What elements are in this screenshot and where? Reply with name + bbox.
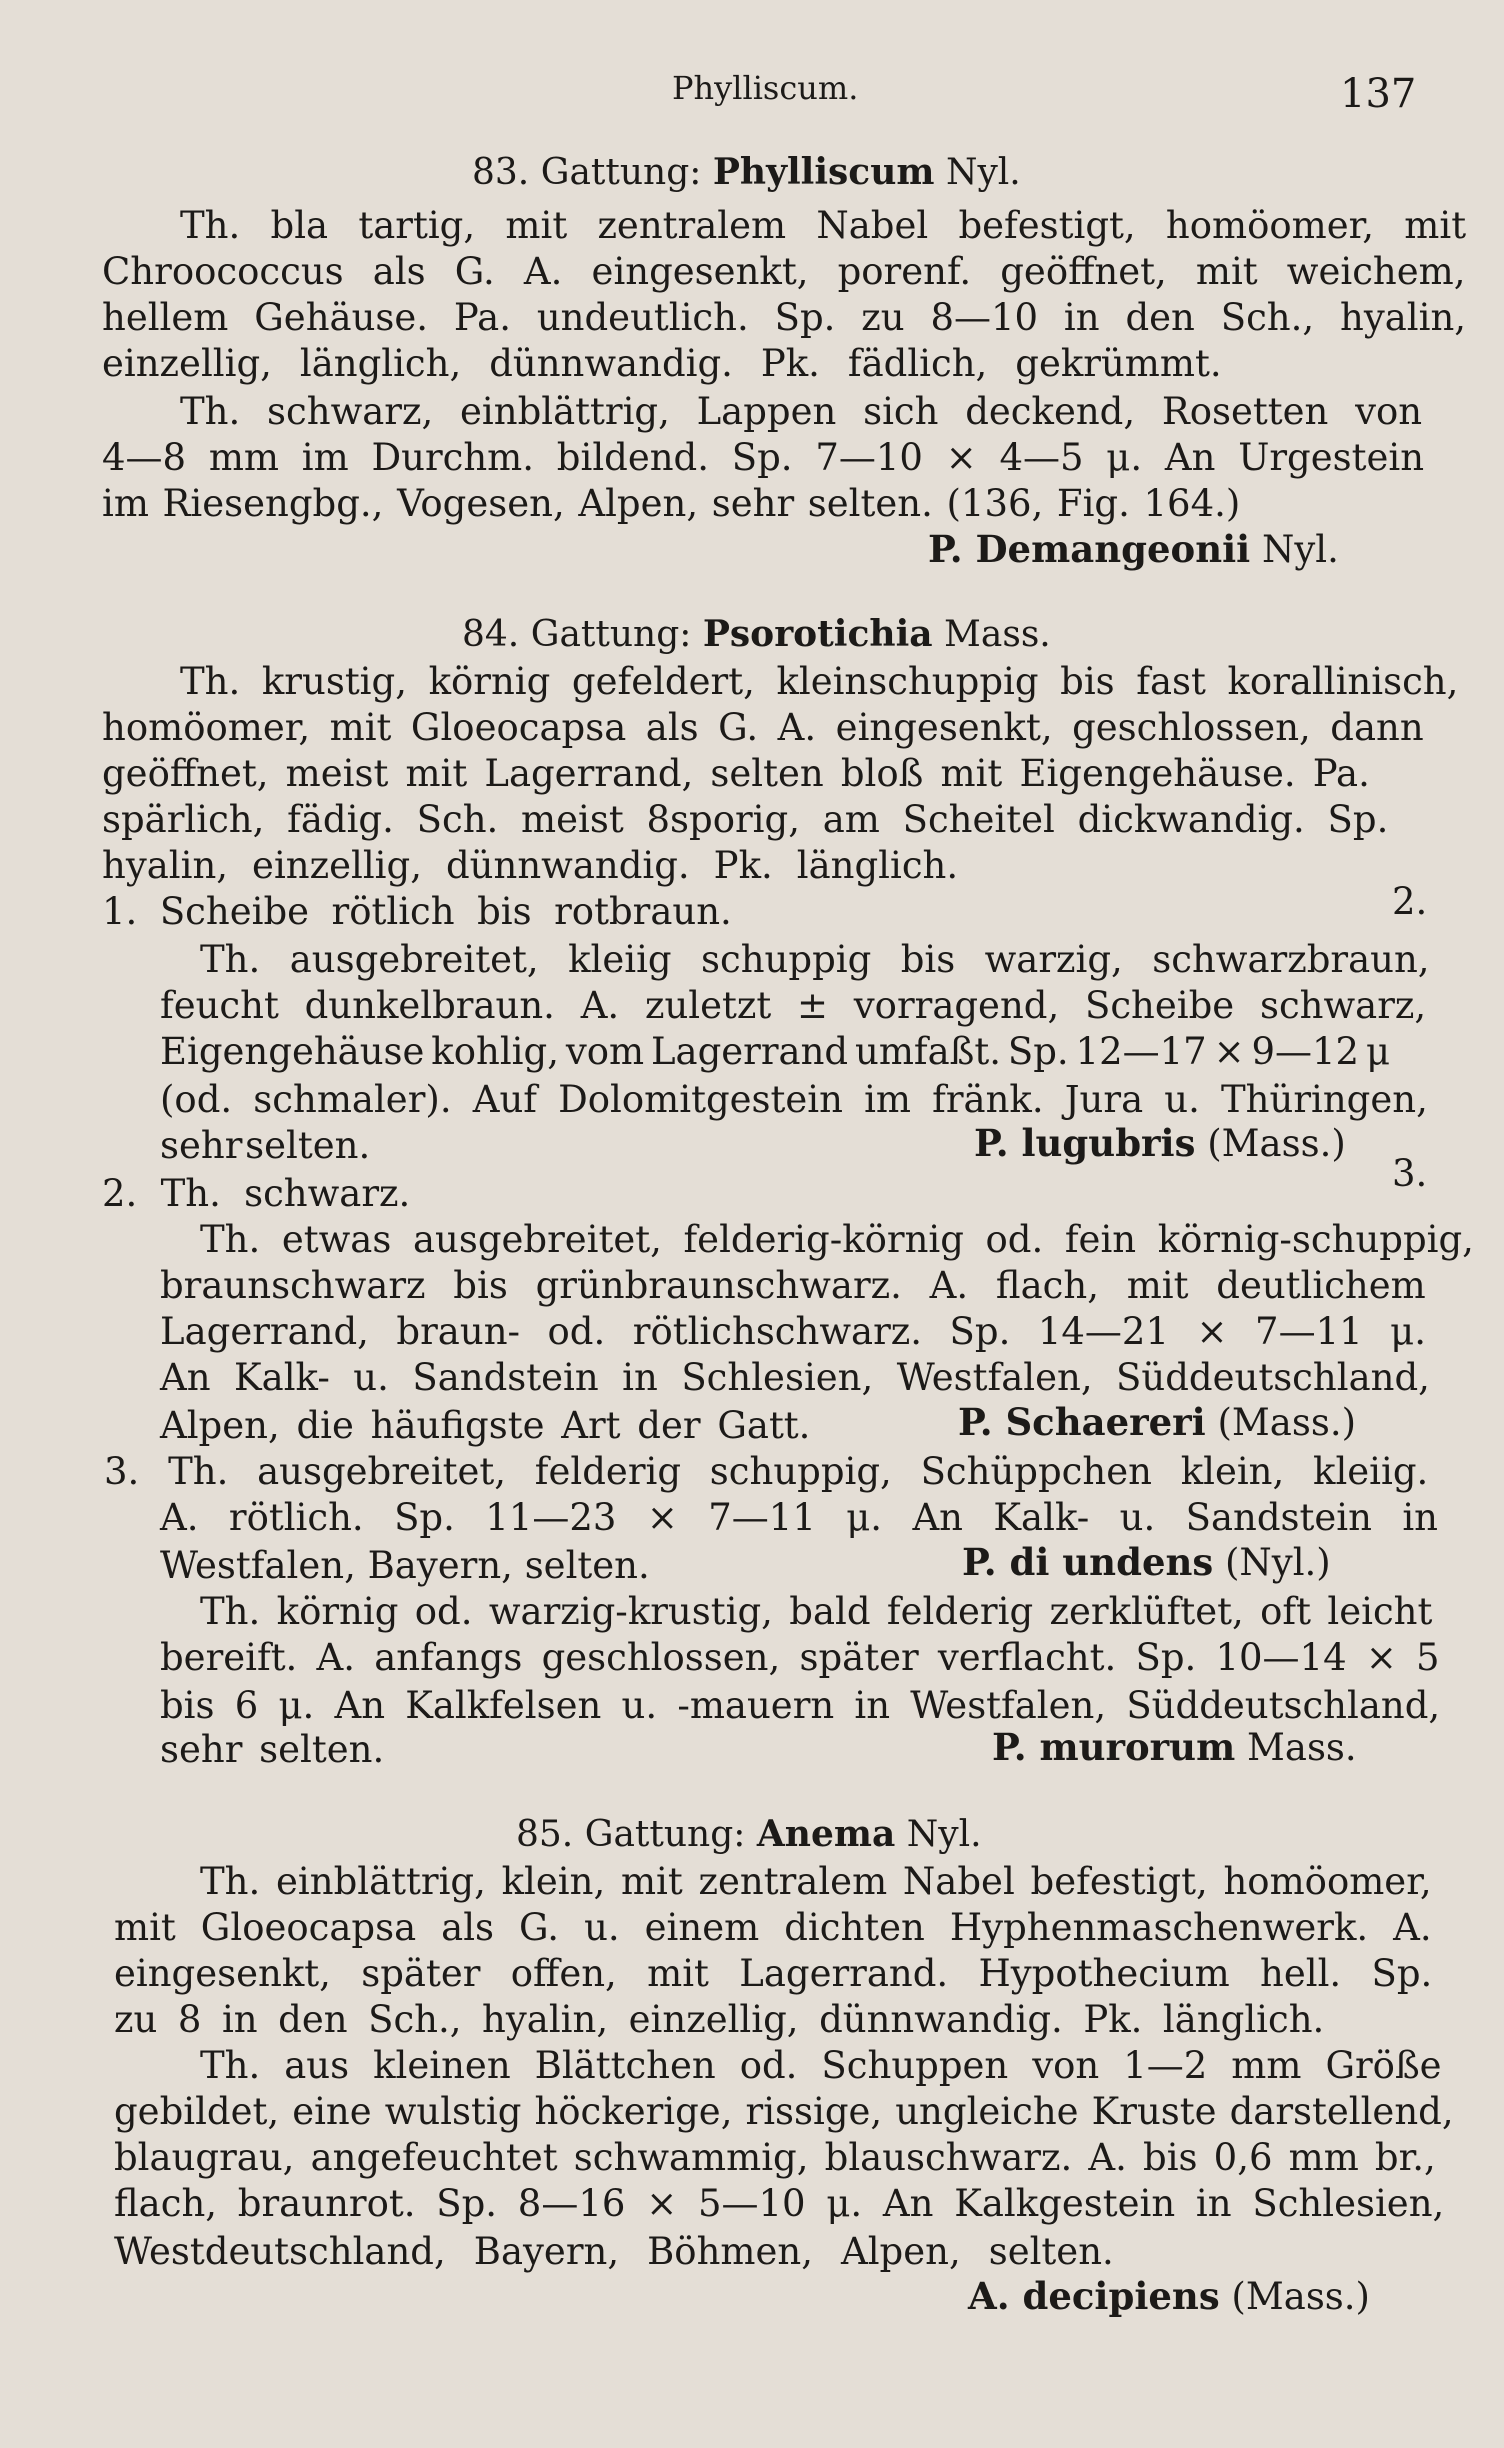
text-line — [160, 1728, 384, 1772]
text-line — [102, 482, 1240, 526]
line-text: 83. Gattung: — [472, 152, 713, 193]
line-text: bereift. A. anfangs geschlossen, später verflacht. Sp. 10—14 × 5 — [160, 1636, 1440, 1679]
line-text: Th. etwas ausgebreitet, felderig-körnig od. fein körnig-schuppig, — [200, 1218, 1474, 1261]
text-line — [200, 2044, 1442, 2088]
line-text: 84. Gattung: — [462, 614, 703, 655]
line-text: spärlich, fädig. Sch. meist 8sporig, am Scheitel dickwandig. Sp. — [102, 798, 1389, 841]
line-text: Th. bla tartig, mit zentralem Nabel befestigt, homöomer, mit — [180, 204, 1467, 247]
text-line — [160, 1310, 1426, 1354]
line-text: Lagerrand, braun- od. rötlichschwarz. Sp. 14—21 × 7—11 μ. — [160, 1310, 1426, 1353]
line-text: (od. schmaler). Auf Dolomitgestein im fränk. Jura u. Thüringen, — [160, 1078, 1428, 1121]
text-line — [180, 204, 1466, 248]
text-line — [160, 984, 1426, 1028]
text-line — [160, 1356, 1430, 1400]
text-line — [102, 1172, 410, 1216]
line-text: Nyl. — [934, 152, 1021, 193]
line-text: bis 6 μ. An Kalkfelsen u. -mauern in Westfalen, Süddeutschland, — [160, 1684, 1441, 1727]
genus-heading — [472, 150, 1021, 195]
text-line — [160, 1078, 1428, 1122]
line-text: Th. einblättrig, klein, mit zentralem Nabel befestigt, homöomer, — [200, 1860, 1432, 1903]
line-text: 4—8 mm im Durchm. bildend. Sp. 7—10 × 4—5 μ. An Urgestein — [102, 436, 1425, 479]
species-name — [958, 1400, 1356, 1445]
line-text: homöomer, mit Gloeocapsa als G. A. eingesenkt, geschlossen, dann — [102, 706, 1424, 749]
text-line — [160, 1636, 1440, 1680]
text-line — [200, 1590, 1432, 1634]
line-text: (Nyl.) — [1213, 1541, 1331, 1584]
species-name — [962, 1540, 1331, 1585]
bold-taxon-name: P. di undens — [962, 1540, 1214, 1584]
text-line — [160, 1684, 1440, 1728]
key-number: 2. — [1392, 880, 1428, 923]
bold-taxon-name: P. lugubris — [974, 1121, 1196, 1165]
key-number: 3. — [1392, 1152, 1428, 1195]
text-line — [102, 706, 1424, 750]
bold-taxon-name: P. murorum — [992, 1725, 1236, 1769]
line-text: im Riesengbg., Vogesen, Alpen, sehr selten. (136, Fig. 164.) — [102, 482, 1241, 525]
text-line — [114, 2136, 1436, 2180]
bold-taxon-name: P. Schaereri — [958, 1400, 1206, 1444]
line-text: Mass. — [932, 614, 1051, 655]
text-line — [160, 1124, 370, 1168]
line-text: flach, braunrot. Sp. 8—16 × 5—10 μ. An Kalkgestein in Schlesien, — [114, 2182, 1445, 2225]
page-number: 137 — [1340, 71, 1417, 117]
line-text: einzellig, länglich, dünnwandig. Pk. fädlich, gekrümmt. — [102, 342, 1222, 385]
line-text: Th. krustig, körnig gefeldert, kleinschuppig bis fast korallinisch, — [180, 660, 1459, 703]
line-text: 1. Scheibe rötlich bis rotbraun. — [102, 890, 732, 933]
line-text: Th. körnig od. warzig-krustig, bald felderig zerklüftet, oft leicht — [200, 1590, 1433, 1633]
text-line — [114, 2090, 1454, 2134]
line-text: Mass. — [1235, 1726, 1357, 1769]
text-line — [102, 890, 732, 934]
line-text: Westdeutschland, Bayern, Böhmen, Alpen, selten. — [114, 2230, 1114, 2273]
text-line — [114, 1952, 1432, 1996]
text-line — [160, 1404, 810, 1448]
line-text: Chroococcus als G. A. eingesenkt, porenf. geöffnet, mit weichem, — [102, 250, 1466, 293]
bold-taxon-name: Phylliscum — [712, 151, 935, 193]
line-text: geöffnet, meist mit Lagerrand, selten bloß mit Eigengehäuse. Pa. — [102, 752, 1370, 795]
line-text: Nyl. — [895, 1814, 982, 1855]
text-line — [180, 390, 1422, 434]
running-title: Phylliscum. — [672, 69, 859, 107]
text-line — [104, 1450, 1428, 1494]
line-text: sehr selten. — [160, 1728, 385, 1771]
text-line — [102, 342, 1222, 386]
line-text: Westfalen, Bayern, selten. — [160, 1544, 650, 1587]
line-text: Th. aus kleinen Blättchen od. Schuppen von 1—2 mm Größe — [200, 2044, 1442, 2087]
line-text: (Mass.) — [1205, 1401, 1357, 1444]
text-line — [114, 2230, 1114, 2274]
line-text: Nyl. — [1250, 528, 1339, 571]
text-line — [160, 1264, 1426, 1308]
line-text: feucht dunkelbraun. A. zuletzt ± vorragend, Scheibe schwarz, — [160, 984, 1427, 1027]
line-text: hellem Gehäuse. Pa. undeutlich. Sp. zu 8—10 in den Sch., hyalin, — [102, 296, 1467, 339]
line-text: 85. Gattung: — [516, 1814, 757, 1855]
text-line — [200, 938, 1430, 982]
genus-heading — [462, 612, 1051, 657]
text-line — [114, 1906, 1432, 1950]
line-text: (Mass.) — [1195, 1122, 1346, 1165]
text-line — [200, 1860, 1432, 1904]
line-text: An Kalk- u. Sandstein in Schlesien, Westfalen, Süddeutschland, — [160, 1356, 1430, 1399]
text-line — [102, 436, 1424, 480]
text-line — [160, 1544, 650, 1588]
line-text: braunschwarz bis grünbraunschwarz. A. flach, mit deutlichem — [160, 1264, 1426, 1307]
text-line — [180, 660, 1458, 704]
text-line — [102, 844, 958, 888]
line-text: Eigengehäuse kohlig, vom Lagerrand umfaßt. Sp. 12—17 × 9—12 μ — [160, 1030, 1390, 1073]
text-line — [200, 1218, 1474, 1262]
text-line — [102, 250, 1466, 294]
text-line — [160, 1030, 1390, 1074]
species-name — [974, 1121, 1346, 1166]
text-line — [102, 798, 1388, 842]
line-text: hyalin, einzellig, dünnwandig. Pk. länglich. — [102, 844, 959, 887]
line-text: sehr selten. — [160, 1124, 371, 1167]
bold-taxon-name: Anema — [756, 1813, 896, 1855]
line-text: zu 8 in den Sch., hyalin, einzellig, dünnwandig. Pk. länglich. — [114, 1998, 1325, 2041]
line-text: Th. ausgebreitet, kleiig schuppig bis warzig, schwarzbraun, — [200, 938, 1430, 981]
species-name — [968, 2274, 1370, 2319]
text-line — [102, 296, 1466, 340]
line-text: gebildet, eine wulstig höckerige, rissige, ungleiche Kruste darstellend, — [114, 2090, 1454, 2133]
line-text: (Mass.) — [1219, 2275, 1370, 2318]
line-text: Alpen, die häufigste Art der Gatt. — [160, 1404, 811, 1447]
text-line — [160, 1496, 1438, 1540]
species-name — [992, 1725, 1357, 1770]
species-name — [928, 527, 1339, 572]
line-text: 2. Th. schwarz. — [102, 1172, 411, 1215]
text-line — [102, 752, 1370, 796]
bold-taxon-name: Psorotichia — [702, 613, 933, 655]
bold-taxon-name: A. decipiens — [968, 2274, 1220, 2318]
line-text: 3. Th. ausgebreitet, felderig schuppig, Schüppchen klein, kleiig. — [104, 1450, 1429, 1493]
bold-taxon-name: P. Demangeonii — [928, 527, 1251, 571]
line-text: mit Gloeocapsa als G. u. einem dichten Hyphenmaschenwerk. A. — [114, 1906, 1432, 1949]
line-text: blaugrau, angefeuchtet schwammig, blauschwarz. A. bis 0,6 mm br., — [114, 2136, 1436, 2179]
text-line — [114, 1998, 1324, 2042]
line-text: eingesenkt, später offen, mit Lagerrand. Hypothecium hell. Sp. — [114, 1952, 1433, 1995]
line-text: Th. schwarz, einblättrig, Lappen sich deckend, Rosetten von — [180, 390, 1423, 433]
line-text: A. rötlich. Sp. 11—23 × 7—11 μ. An Kalk- u. Sandstein in — [160, 1496, 1438, 1539]
text-line — [114, 2182, 1444, 2226]
genus-heading — [516, 1812, 982, 1857]
